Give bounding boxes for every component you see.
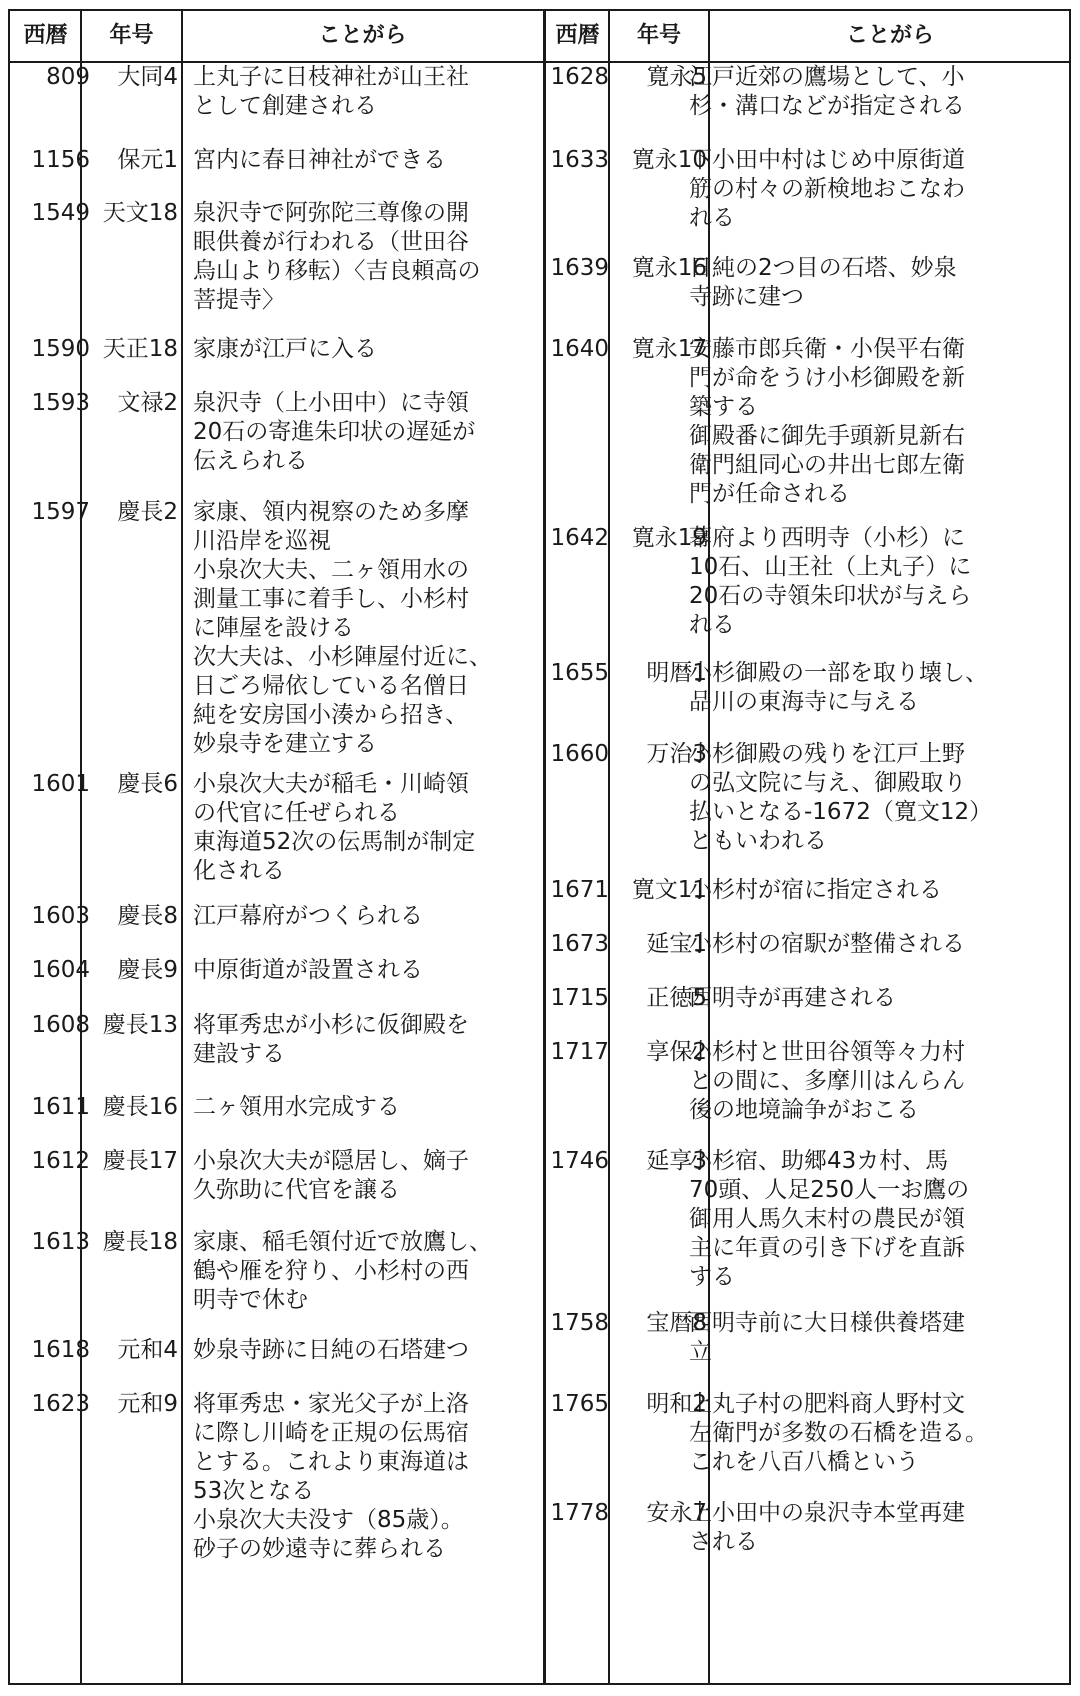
event-line: される <box>689 1529 758 1555</box>
year-cell: 1640 <box>550 336 609 362</box>
year-cell: 1601 <box>31 771 90 797</box>
era-cell: 万治3 <box>646 741 707 767</box>
era-cell: 寛永16 <box>631 255 707 281</box>
event-line: れる <box>689 205 735 231</box>
year-cell: 1715 <box>550 985 609 1011</box>
event-cell <box>689 876 942 905</box>
event-line: 53次となる <box>193 1478 315 1504</box>
year-cell: 1717 <box>550 1039 609 1065</box>
era-cell: 慶長9 <box>117 957 178 983</box>
header-era: 年号 <box>636 23 681 48</box>
event-cell <box>689 1038 965 1125</box>
event-line: 寺跡に建つ <box>689 284 804 310</box>
event-line: として創建される <box>193 93 377 119</box>
event-line: 小泉次大夫、二ヶ領用水の <box>193 557 469 583</box>
era-cell: 慶長8 <box>117 903 178 929</box>
year-cell: 1633 <box>550 147 609 173</box>
event-line: 小杉村が宿に指定される <box>689 877 942 903</box>
event-line: 小杉村と世田谷領等々力村 <box>689 1039 965 1065</box>
event-cell <box>193 146 446 175</box>
event-line: 払いとなる-1672（寛文12） <box>689 799 993 825</box>
year-cell: 1613 <box>31 1229 90 1255</box>
event-line: とする。これより東海道は <box>193 1449 469 1475</box>
chronology-table <box>8 9 1071 1685</box>
event-cell <box>689 1309 965 1367</box>
event-cell <box>689 930 965 959</box>
era-cell: 宝暦8 <box>646 1310 707 1336</box>
event-line: 泉沢寺（上小田中）に寺領 <box>193 390 469 416</box>
era-cell: 明暦1 <box>646 660 707 686</box>
event-line: 妙泉寺跡に日純の石塔建つ <box>193 1337 469 1363</box>
event-line: 下小田中村はじめ中原街道 <box>689 147 965 173</box>
era-cell: 延享3 <box>646 1148 707 1174</box>
event-line: に陣屋を設ける <box>193 615 354 641</box>
event-line: する <box>689 1264 735 1290</box>
event-line: 鶴や雁を狩り、小杉村の西 <box>193 1258 469 1284</box>
era-cell: 寛永17 <box>631 336 707 362</box>
era-cell: 慶長6 <box>117 771 178 797</box>
era-cell: 享保2 <box>646 1039 707 1065</box>
year-cell: 1660 <box>550 741 609 767</box>
event-line: 将軍秀忠が小杉に仮御殿を <box>193 1012 469 1038</box>
era-cell: 寛永10 <box>631 147 707 173</box>
event-line: 門が命をうけ小杉御殿を新 <box>689 365 965 391</box>
event-cell <box>193 1011 469 1069</box>
event-line: 小杉宿、助郷43カ村、馬 <box>689 1148 949 1174</box>
year-cell: 1618 <box>31 1337 90 1363</box>
event-line: との間に、多摩川はんらん <box>689 1068 965 1094</box>
year-cell: 1778 <box>550 1500 609 1526</box>
event-line: 伝えられる <box>193 448 308 474</box>
event-line: の弘文院に与え、御殿取り <box>689 770 967 796</box>
event-line: 20石の寺領朱印状が与えら <box>689 583 972 609</box>
event-line: 測量工事に着手し、小杉村 <box>193 586 469 612</box>
era-cell: 延宝1 <box>646 931 707 957</box>
event-cell <box>193 770 475 886</box>
event-line: 東海道52次の伝馬制が制定 <box>193 829 476 855</box>
event-line: ともいわれる <box>689 828 827 854</box>
event-cell <box>193 1093 400 1122</box>
year-cell: 1765 <box>550 1391 609 1417</box>
event-line: 日純の2つ目の石塔、妙泉 <box>689 255 957 281</box>
era-cell: 大同4 <box>117 64 178 90</box>
right-table-half <box>546 11 1071 1683</box>
event-line: 次大夫は、小杉陣屋付近に、 <box>193 644 492 670</box>
event-cell <box>193 1336 469 1365</box>
event-line: 江戸近郊の鷹場として、小 <box>689 64 965 90</box>
event-line: 小泉次大夫没す（85歳）。 <box>193 1507 464 1533</box>
event-line: 家康、稲毛領付近で放鷹し、 <box>193 1229 492 1255</box>
event-line: 主に年貢の引き下げを直訴 <box>689 1235 965 1261</box>
year-cell: 1156 <box>31 147 90 173</box>
event-line: 後の地境論争がおこる <box>689 1097 919 1123</box>
event-line: れる <box>689 612 735 638</box>
era-cell: 文禄2 <box>117 390 178 416</box>
event-line: 上小田中の泉沢寺本堂再建 <box>689 1500 965 1526</box>
event-line: 化される <box>193 858 285 884</box>
year-cell: 809 <box>46 64 90 90</box>
event-line: 左衛門が多数の石橋を造る。 <box>689 1420 988 1446</box>
era-cell: 慶長2 <box>117 499 178 525</box>
year-cell: 1671 <box>550 877 609 903</box>
event-line: 建設する <box>193 1041 285 1067</box>
year-cell: 1612 <box>31 1148 90 1174</box>
event-line: 衛門組同心の井出七郎左衛 <box>689 452 965 478</box>
event-line: 明寺で休む <box>193 1287 308 1313</box>
era-cell: 明和2 <box>646 1391 707 1417</box>
event-line: 小泉次大夫が隠居し、嫡子 <box>193 1148 469 1174</box>
event-line: 烏山より移転）〈吉良頼高の <box>193 258 481 284</box>
event-line: 菩提寺〉 <box>193 287 285 313</box>
event-cell <box>689 335 965 509</box>
event-line: 上丸子に日枝神社が山王社 <box>193 64 469 90</box>
era-cell: 天文18 <box>102 200 178 226</box>
era-cell: 慶長13 <box>102 1012 178 1038</box>
header-event: ことがら <box>845 23 934 48</box>
year-cell: 1608 <box>31 1012 90 1038</box>
event-line: 小泉次大夫が稲毛・川崎領 <box>193 771 469 797</box>
left-table-half <box>10 11 543 1683</box>
year-cell: 1758 <box>550 1310 609 1336</box>
year-cell: 1655 <box>550 660 609 686</box>
era-cell: 保元1 <box>117 147 178 173</box>
column-divider <box>80 11 82 1683</box>
event-cell <box>689 740 992 856</box>
event-line: 日ごろ帰依している名僧日 <box>193 673 469 699</box>
event-line: 立 <box>689 1339 712 1365</box>
event-line: の代官に任ぜられる <box>193 800 400 826</box>
event-line: これを八百八橋という <box>689 1449 919 1475</box>
event-line: 上丸子村の肥料商人野村文 <box>689 1391 965 1417</box>
year-cell: 1549 <box>31 200 90 226</box>
year-cell: 1611 <box>31 1094 90 1120</box>
event-line: 家康、領内視察のため多摩 <box>193 499 469 525</box>
header-year: 西暦 <box>23 23 68 48</box>
event-line: 宮内に春日神社ができる <box>193 147 446 173</box>
event-line: 久弥助に代官を譲る <box>193 1177 400 1203</box>
event-cell <box>689 146 965 233</box>
event-line: 70頭、人足250人一お鷹の <box>689 1177 970 1203</box>
year-cell: 1603 <box>31 903 90 929</box>
year-cell: 1623 <box>31 1391 90 1417</box>
year-cell: 1639 <box>550 255 609 281</box>
event-cell <box>193 902 423 931</box>
year-cell: 1597 <box>31 499 90 525</box>
left-header-row <box>10 11 543 63</box>
header-event: ことがら <box>318 23 407 48</box>
era-cell: 慶長18 <box>102 1229 178 1255</box>
year-cell: 1604 <box>31 957 90 983</box>
event-line: に際し川崎を正規の伝馬宿 <box>193 1420 469 1446</box>
event-line: 二ヶ領用水完成する <box>193 1094 400 1120</box>
event-line: 中原街道が設置される <box>193 957 423 983</box>
year-cell: 1673 <box>550 931 609 957</box>
era-cell: 元和4 <box>117 1337 178 1363</box>
event-cell <box>689 659 988 717</box>
event-cell <box>193 335 377 364</box>
column-divider <box>181 11 183 1683</box>
event-line: 御殿番に御先手頭新見新右 <box>689 423 965 449</box>
era-cell: 正徳5 <box>646 985 707 1011</box>
event-line: 門が任命される <box>689 481 850 507</box>
event-line: 小杉御殿の残りを江戸上野 <box>689 741 965 767</box>
event-line: 御用人馬久末村の農民が領 <box>689 1206 965 1232</box>
year-cell: 1628 <box>550 64 609 90</box>
event-cell <box>193 1147 469 1205</box>
event-cell <box>689 1390 988 1477</box>
year-cell: 1590 <box>31 336 90 362</box>
event-cell <box>689 63 965 121</box>
event-line: 筋の村々の新検地おこなわ <box>689 176 965 202</box>
event-line: 杉・溝口などが指定される <box>689 93 965 119</box>
event-line: 江戸幕府がつくられる <box>193 903 423 929</box>
event-cell <box>193 1390 469 1564</box>
event-line: 家康が江戸に入る <box>193 336 377 362</box>
era-cell: 慶長17 <box>102 1148 178 1174</box>
event-line: 泉沢寺で阿弥陀三尊像の開 <box>193 200 469 226</box>
year-cell: 1593 <box>31 390 90 416</box>
era-cell: 寛文11 <box>631 877 707 903</box>
header-year: 西暦 <box>555 23 600 48</box>
event-line: 幕府より西明寺（小杉）に <box>689 525 965 551</box>
event-cell <box>193 1228 492 1315</box>
header-era: 年号 <box>109 23 154 48</box>
event-cell <box>193 63 469 121</box>
event-line: 西明寺前に大日様供養塔建 <box>689 1310 965 1336</box>
right-header-row <box>546 11 1071 63</box>
event-line: 品川の東海寺に与える <box>689 689 919 715</box>
year-cell: 1746 <box>550 1148 609 1174</box>
event-line: 眼供養が行われる（世田谷 <box>193 229 469 255</box>
event-line: 妙泉寺を建立する <box>193 731 377 757</box>
era-cell: 安永7 <box>646 1500 707 1526</box>
event-cell <box>689 254 957 312</box>
event-cell <box>689 984 896 1013</box>
event-line: 小杉御殿の一部を取り壊し、 <box>689 660 988 686</box>
event-line: 20石の寄進朱印状の遅延が <box>193 419 476 445</box>
event-line: 安藤市郎兵衛・小俣平右衛 <box>689 336 965 362</box>
year-cell: 1642 <box>550 525 609 551</box>
event-line: 小杉村の宿駅が整備される <box>689 931 965 957</box>
event-cell <box>193 389 475 476</box>
era-cell: 寛永5 <box>646 64 707 90</box>
era-cell: 慶長16 <box>102 1094 178 1120</box>
era-cell: 寛永19 <box>631 525 707 551</box>
event-cell <box>193 199 481 315</box>
event-line: 砂子の妙遠寺に葬られる <box>193 1536 446 1562</box>
event-line: 純を安房国小湊から招き、 <box>193 702 469 728</box>
event-line: 川沿岸を巡視 <box>193 528 331 554</box>
era-cell: 天正18 <box>102 336 178 362</box>
event-cell <box>689 1147 969 1292</box>
event-line: 築する <box>689 394 758 420</box>
event-line: 10石、山王社（上丸子）に <box>689 554 972 580</box>
event-cell <box>689 524 971 640</box>
event-cell <box>193 956 423 985</box>
event-line: 将軍秀忠・家光父子が上洛 <box>193 1391 469 1417</box>
event-cell <box>689 1499 965 1557</box>
event-cell <box>193 498 492 759</box>
event-line: 西明寺が再建される <box>689 985 896 1011</box>
era-cell: 元和9 <box>117 1391 178 1417</box>
